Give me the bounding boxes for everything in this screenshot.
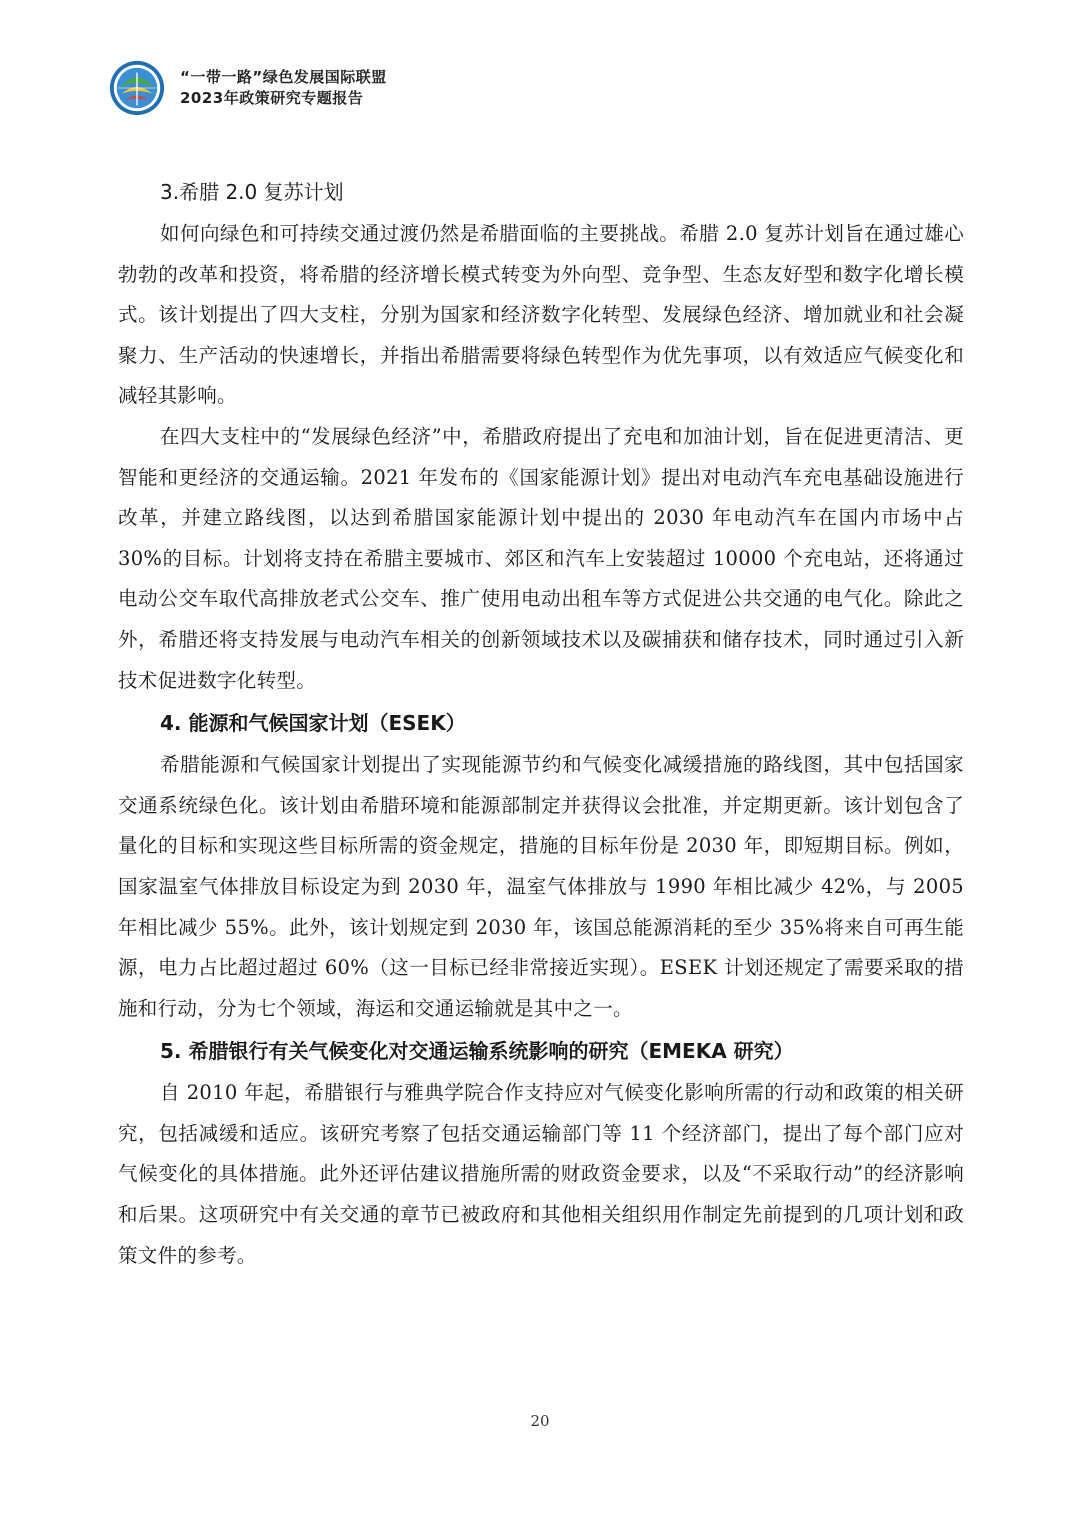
paragraph: 在四大支柱中的“发展绿色经济”中，希腊政府提出了充电和加油计划，旨在促进更清洁、更智能和更经济的交通运输。2021 年发布的《国家能源计划》提出对电动汽车充电基础设施进行改革，并建立路线图，以达到希腊国家能源计划中提出的 2030 年电动汽车在国内市场中占 30%的目标。计划将支持在希腊主要城市、郊区和汽车上安装超过 10000 个充电站，还将通过电动公交车取代高排放老式公交车、推广使用电动出租车等方式促进公共交通的电气化。除此之外，希腊还将支持发展与电动汽车相关的创新领域技术以及碳捕获和储存技术，同时通过引入新技术促进数字化转型。 <box>118 424 964 692</box>
section-heading-greece-2-0: 3.希腊 2.0 复苏计划 <box>160 180 344 204</box>
paragraph: 如何向绿色和可持续交通过渡仍然是希腊面临的主要挑战。希腊 2.0 复苏计划旨在通过雄心勃勃的改革和投资，将希腊的经济增长模式转变为外向型、竞争型、生态友好型和数字化增长模式。该计划提出了四大支柱，分别为国家和经济数字化转型、发展绿色经济、增加就业和社会凝聚力、生产活动的快速增长，并指出希腊需要将绿色转型作为优先事项，以有效适应气候变化和减轻其影响。 <box>118 222 964 408</box>
header-text-block <box>180 67 387 109</box>
section-heading-esek: 4. 能源和气候国家计划（ESEK） <box>160 711 466 736</box>
document-body <box>118 170 964 1276</box>
report-header <box>108 58 387 118</box>
paragraph: 自 2010 年起，希腊银行与雅典学院合作支持应对气候变化影响所需的行动和政策的相关研究，包括减缓和适应。该研究考察了包括交通运输部门等 11 个经济部门，提出了每个部门应对气候变化的具体措施。此外还评估建议措施所需的财政资金要求，以及“不采取行动”的经济影响和后果。这项研究中有关交通的章节已被政府和其他相关组织用作制定先前提到的几项计划和政策文件的参考。 <box>118 1081 964 1267</box>
paragraph: 希腊能源和气候国家计划提出了实现能源节约和气候变化减缓措施的路线图，其中包括国家交通系统绿色化。该计划由希腊环境和能源部制定并获得议会批准，并定期更新。该计划包含了量化的目标和实现这些目标所需的资金规定，措施的目标年份是 2030 年，即短期目标。例如，国家温室气体排放目标设定为到 2030 年，温室气体排放与 1990 年相比减少 42%，与 2005 年相比减少 55%。此外，该计划规定到 2030 年，该国总能源消耗的至少 35%将来自可再生能源，电力占比超过超过 60%（这一目标已经非常接近实现）。ESEK 计划还规定了需要采取的措施和行动，分为七个领域，海运和交通运输就是其中之一。 <box>118 753 964 1020</box>
section-heading-emeka: 5. 希腊银行有关气候变化对交通运输系统影响的研究（EMEKA 研究） <box>160 1039 794 1064</box>
alliance-globe-logo-icon <box>108 59 166 117</box>
organization-name: “一带一路”绿色发展国际联盟 <box>180 68 387 86</box>
page-number: 20 <box>530 1412 550 1430</box>
report-title: 2023年政策研究专题报告 <box>180 89 364 107</box>
